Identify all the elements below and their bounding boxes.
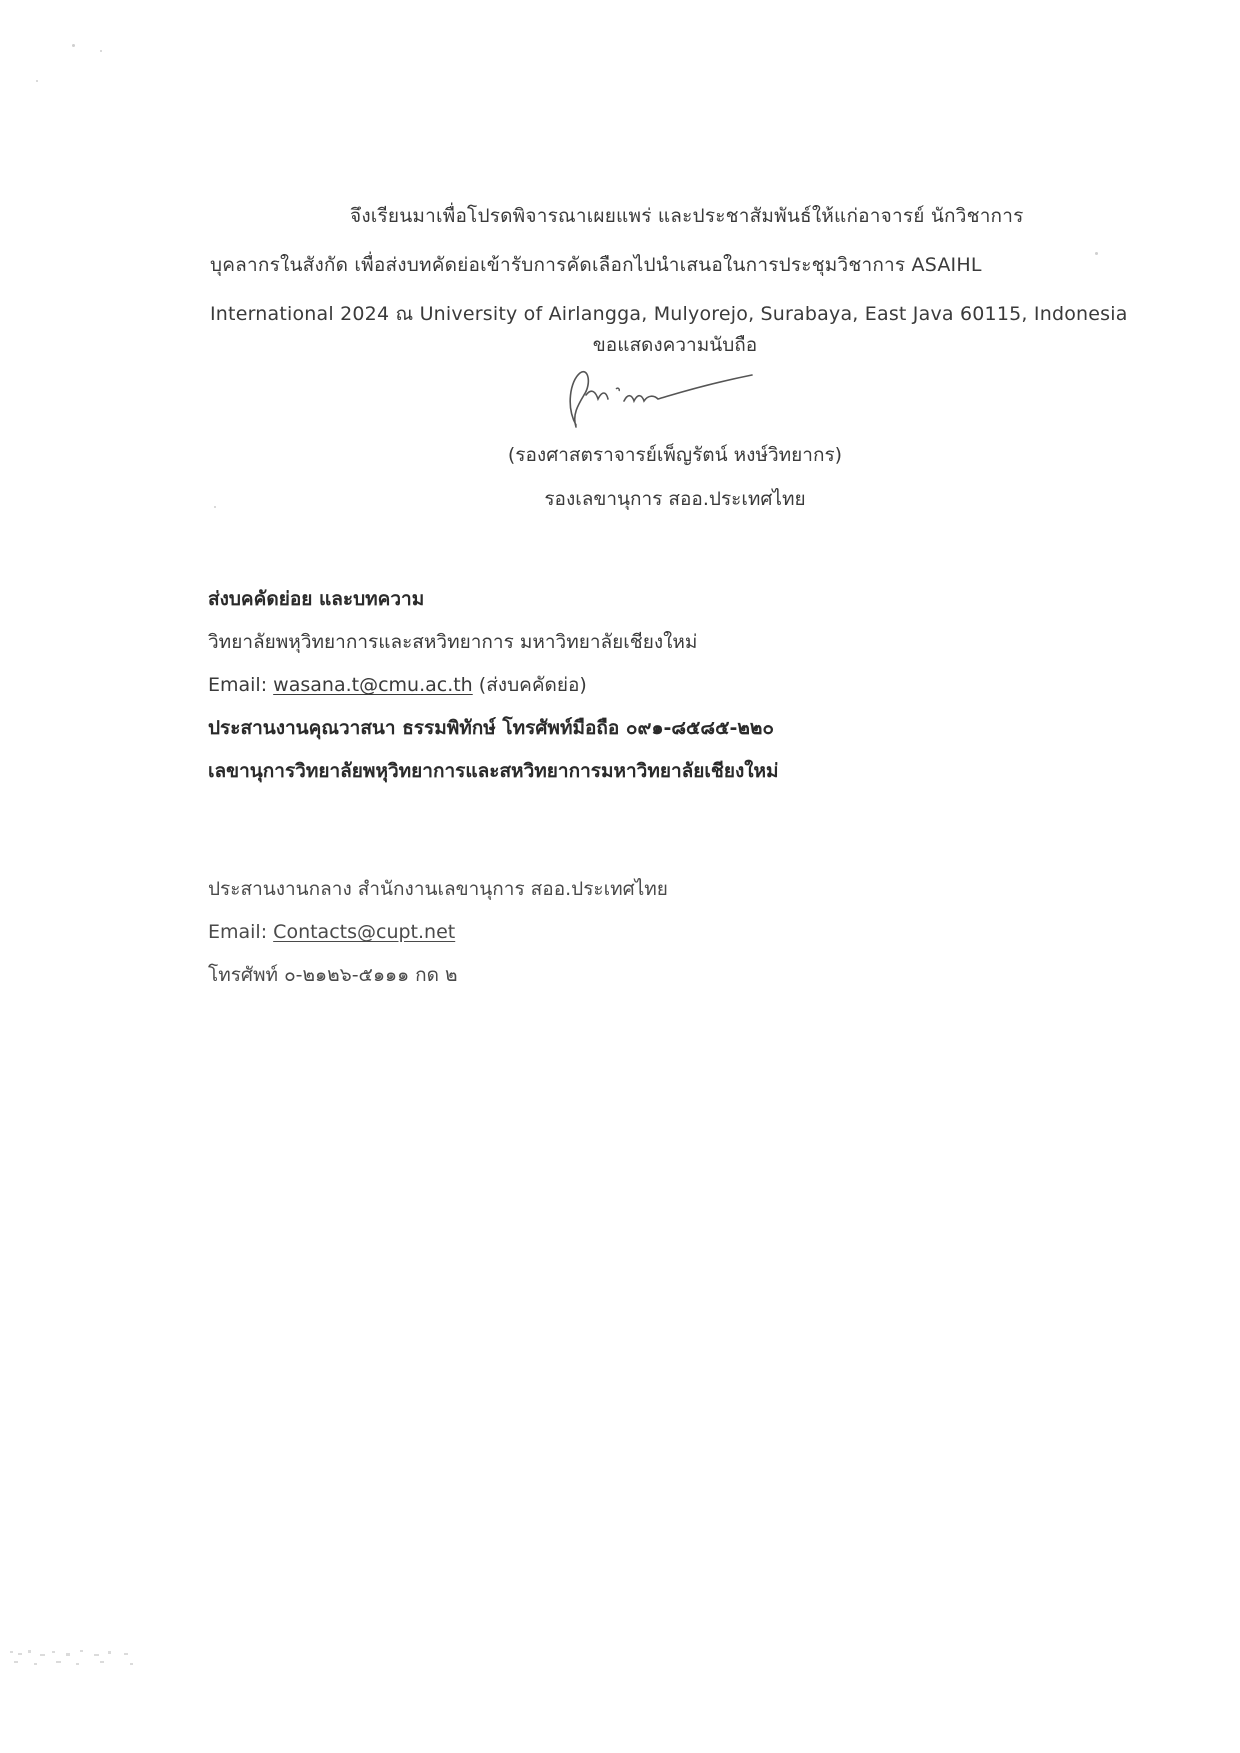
submission-coordinator: ประสานงานคุณวาสนา ธรรมพิทักษ์ โทรศัพท์มือถือ ๐๙๑-๘๕๘๕-๒๒๐ — [208, 717, 775, 739]
submission-office: เลขานุการวิทยาลัยพหุวิทยาการและสหวิทยาการมหาวิทยาลัยเชียงใหม่ — [208, 760, 779, 782]
submission-email-row — [208, 664, 779, 707]
central-email-row — [208, 911, 668, 954]
signatory-title: รองเลขานุการ สออ.ประเทศไทย — [544, 488, 806, 510]
paragraph-line-2: บุคลากรในสังกัด เพื่อส่งบทคัดย่อเข้ารับการคัดเลือกไปนำเสนอในการประชุมวิชาการ ASAIHL — [210, 254, 982, 276]
paragraph-line-1: จึงเรียนมาเพื่อโปรดพิจารณาเผยแพร่ และประชาสัมพันธ์ให้แก่อาจารย์ นักวิชาการ — [350, 205, 1024, 227]
submission-heading: ส่งบคคัดย่อย และบทความ — [208, 588, 425, 610]
paragraph-line-3: International 2024 ณ University of Airlangga, Mulyorejo, Surabaya, East Java 60115, Indonesia — [210, 303, 1128, 325]
scan-smudge — [6, 1645, 156, 1673]
scan-speck — [36, 80, 38, 82]
email-label: Email: — [208, 921, 268, 943]
closing-paragraph — [210, 192, 1128, 339]
signatory-name: (รองศาสตราจารย์เพ็ญรัตน์ หงษ์วิทยากร) — [507, 444, 843, 466]
email-label: Email: — [208, 674, 268, 696]
central-phone: โทรศัพท์ ๐-๒๑๒๖-๕๑๑๑ กด ๒ — [208, 964, 458, 986]
central-email-link[interactable]: Contacts@cupt.net — [273, 921, 456, 943]
scan-speck — [214, 506, 216, 508]
submission-contact — [208, 578, 779, 793]
scan-speck — [72, 44, 75, 47]
closing-salutation: ขอแสดงความนับถือ — [592, 334, 758, 356]
scan-speck — [1095, 252, 1098, 255]
submission-organization: วิทยาลัยพหุวิทยาการและสหวิทยาการ มหาวิทยาลัยเชียงใหม่ — [208, 631, 698, 653]
central-contact — [208, 868, 668, 997]
central-contact-heading: ประสานงานกลาง สำนักงานเลขานุการ สออ.ประเทศไทย — [208, 878, 668, 900]
handwritten-signature — [562, 365, 762, 435]
submission-email-link[interactable]: wasana.t@cmu.ac.th — [273, 674, 473, 696]
scan-speck — [100, 50, 102, 52]
email-note: (ส่งบคคัดย่อ) — [478, 674, 587, 696]
